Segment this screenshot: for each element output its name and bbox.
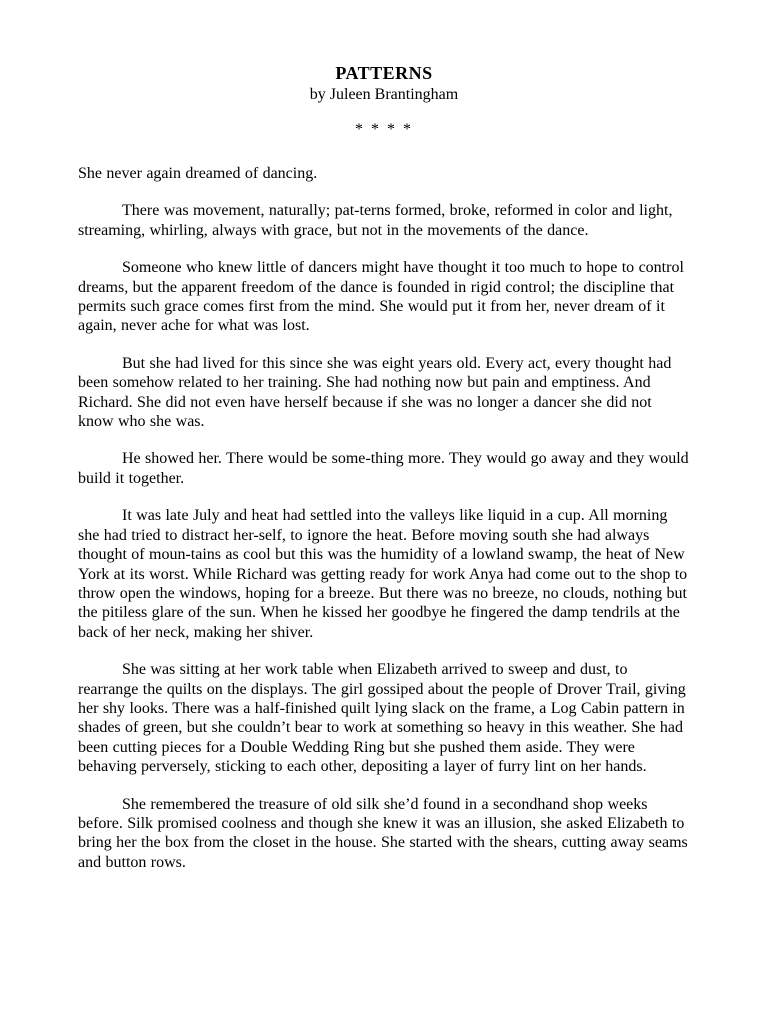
story-title: PATTERNS <box>335 63 433 83</box>
paragraph: It was late July and heat had settled into the valleys like liquid in a cup. All morning she had tried to distract her-self, to ignore the heat. Before moving south she had always thought of moun-tains as cool but this was the humidity of a lowland swamp, the heat of New York at its worst. While Richard was getting ready for work Anya had come out to the shop to throw open the windows, hoping for a breeze. But there was no breeze, no clouds, nothing but the pitiless glare of the sun. When he kissed her goodbye he fingered the damp tendrils at the back of her neck, making her shiver. <box>78 507 688 641</box>
story-body <box>78 164 690 872</box>
paragraph: She remembered the treasure of old silk she’d found in a secondhand shop weeks before. Silk promised coolness and though she knew it was an illusion, she asked Elizabeth to bring her the box from the closet in the house. She started with the shears, cutting away seams and button rows. <box>78 795 688 871</box>
paragraph: She never again dreamed of dancing. <box>78 165 318 182</box>
paragraph: She was sitting at her work table when Elizabeth arrived to sweep and dust, to rearrange the quilts on the displays. The girl gossiped about the people of Drover Trail, giving her shy looks. There was a half-finished quilt lying slack on the frame, a Log Cabin pattern in shades of green, but she couldn’t bear to work at something so heavy in this weather. She had been cutting pieces for a Double Wedding Ring but she pushed them aside. They were behaving perversely, sticking to each other, depositing a layer of furry lint on her hands. <box>78 661 686 776</box>
section-separator: * * * * <box>355 121 413 138</box>
paragraph: He showed her. There would be some-thing more. They would go away and they would build it together. <box>78 450 689 487</box>
paragraph: But she had lived for this since she was eight years old. Every act, every thought had been somehow related to her training. She had nothing now but pain and emptiness. And Richard. She did not even have herself because if she was no longer a dancer she did not know who she was. <box>78 354 672 431</box>
paragraph: Someone who knew little of dancers might have thought it too much to hope to control dreams, but the apparent freedom of the dance is founded in rigid control; the discipline that permits such grace comes first from the mind. She would put it from her, never dream of it again, never ache for what was lost. <box>78 259 684 335</box>
paragraph: There was movement, naturally; pat-terns formed, broke, reformed in color and light, streaming, whirling, always with grace, but not in the movements of the dance. <box>78 202 673 239</box>
story-byline: by Juleen Brantingham <box>309 86 459 103</box>
story-header <box>78 62 690 140</box>
